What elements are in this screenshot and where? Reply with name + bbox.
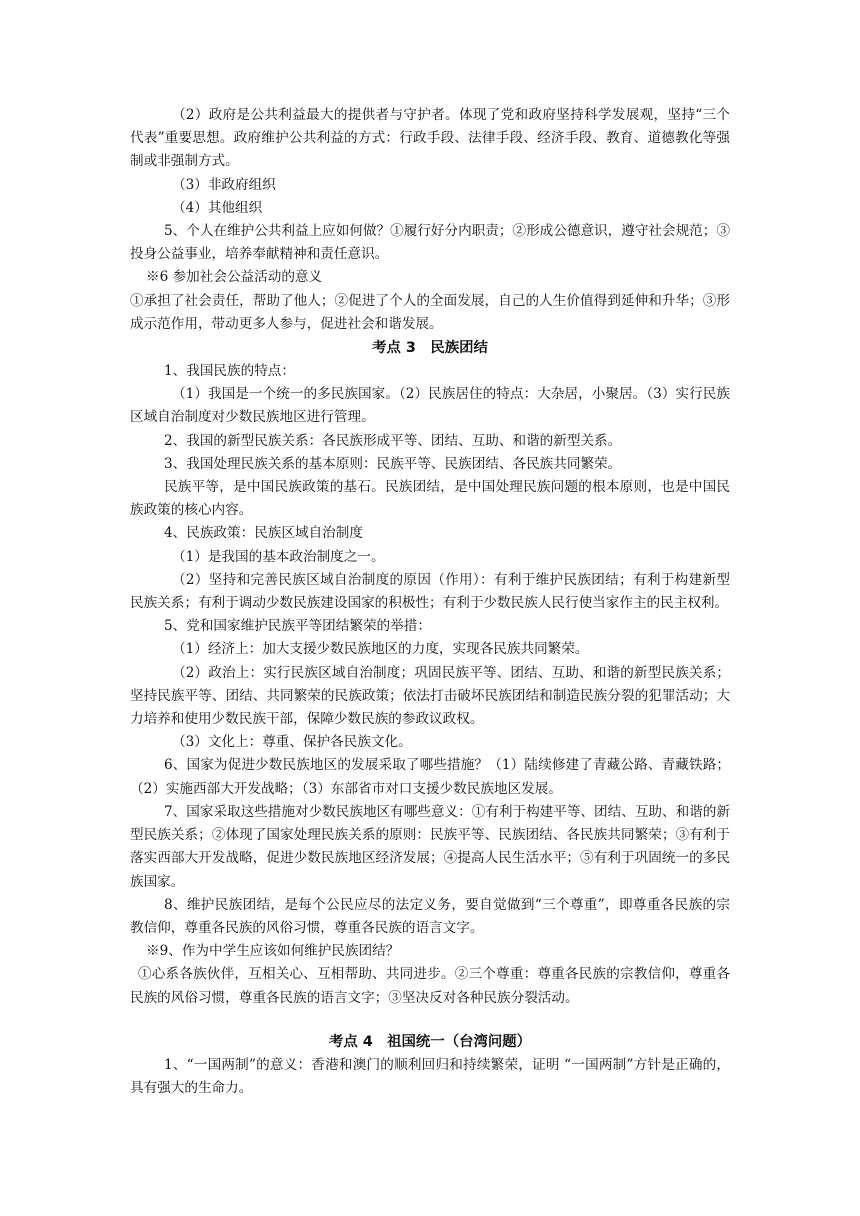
paragraph: ①心系各族伙伴，互相关心、互相帮助、共同进步。②三个尊重：尊重各民族的宗教信仰，尊重各民族的风俗习惯，尊重各民族的语言文字；③坚决反对各种民族分裂活动。	[130, 966, 730, 1006]
paragraph: 1、“一国两制”的意义：香港和澳门的顺利回归和持续繁荣，证明 “一国两制”方针是正确的，具有强大的生命力。	[130, 1056, 730, 1096]
paragraph: （1）经济上：加大支援少数民族地区的力度，实现各民族共同繁荣。	[172, 641, 589, 658]
paragraph: ※9、作为中学生应该如何维护民族团结？	[146, 943, 400, 960]
paragraph: （2）政府是公共利益最大的提供者与守护者。体现了党和政府坚持科学发展观，坚持“三个代表”重要思想。政府维护公共利益的方式：行政手段、法律手段、经济手段、教育、道德教化等强制或非强制方式。	[130, 107, 730, 170]
paragraph: （2）政治上：实行民族区域自治制度；巩固民族平等、团结、互助、和谐的新型民族关系；坚持民族平等、团结、共同繁荣的民族政策；依法打击破坏民族团结和制造民族分裂的犯罪活动；大力培养和使用少数民族干部，保障少数民族的参政议政权。	[130, 664, 730, 728]
paragraph: （3）文化上：尊重、保护各民族文化。	[172, 734, 412, 751]
paragraph: （4）其他组织	[172, 199, 263, 216]
paragraph: （1）我国是一个统一的多民族国家。（2）民族居住的特点：大杂居，小聚居。（3）实行民族区域自治制度对少数民族地区进行管理。	[130, 386, 730, 426]
spacer	[130, 1010, 730, 1030]
paragraph: ①承担了社会责任，帮助了他人；②促进了个人的全面发展，自己的人生价值得到延伸和升华；③形成示范作用，带动更多人参与，促进社会和谐发展。	[130, 292, 730, 332]
paragraph: 5、个人在维护公共利益上应如何做？①履行好分内职责；②形成公德意识，遵守社会规范；③投身公益事业，培养奉献精神和责任意识。	[130, 223, 730, 263]
section-heading: 考点 4 祖国统一（台湾问题）	[328, 1033, 532, 1050]
paragraph: 8、维护民族团结，是每个公民应尽的法定义务，要自觉做到“三个尊重”，即尊重各民族的宗教信仰，尊重各民族的风俗习惯，尊重各民族的语言文字。	[130, 896, 730, 936]
paragraph: 1、我国民族的特点：	[164, 363, 295, 380]
paragraph: 6、国家为促进少数民族地区的发展采取了哪些措施？（1）陆续修建了青藏公路、青藏铁路；（2）实施西部大开发战略；（3）东部省市对口支援少数民族地区发展。	[130, 757, 730, 797]
section-heading: 考点 3 民族团结	[372, 340, 488, 357]
paragraph: 5、党和国家维护民族平等团结繁荣的举措：	[164, 618, 431, 635]
paragraph: 民族平等，是中国民族政策的基石。民族团结，是中国处理民族问题的根本原则，也是中国民族政策的核心内容。	[130, 479, 730, 519]
paragraph: （3）非政府组织	[172, 176, 276, 193]
paragraph: 3、我国处理民族关系的基本原则：民族平等、民族团结、各民族共同繁荣。	[164, 455, 622, 472]
paragraph: （1）是我国的基本政治制度之一。	[172, 548, 385, 565]
document-page	[130, 104, 730, 1100]
paragraph: ※6 参加社会公益活动的意义	[146, 269, 323, 286]
paragraph: 2、我国的新型民族关系：各民族形成平等、团结、互助、和谐的新型关系。	[164, 432, 622, 449]
paragraph: 4、民族政策：民族区域自治制度	[164, 525, 363, 542]
paragraph: 7、国家采取这些措施对少数民族地区有哪些意义：①有利于构建平等、团结、互助、和谐的新型民族关系；②体现了国家处理民族关系的原则：民族平等、民族团结、各民族共同繁荣；③有利于落实西部大开发战略，促进少数民族地区经济发展；④提高人民生活水平；⑤有利于巩固统一的多民族国家。	[130, 803, 730, 890]
paragraph: （2）坚持和完善民族区域自治制度的原因（作用）：有利于维护民族团结；有利于构建新型民族关系；有利于调动少数民族建设国家的积极性；有利于少数民族人民行使当家作主的民主权利。	[130, 571, 730, 612]
